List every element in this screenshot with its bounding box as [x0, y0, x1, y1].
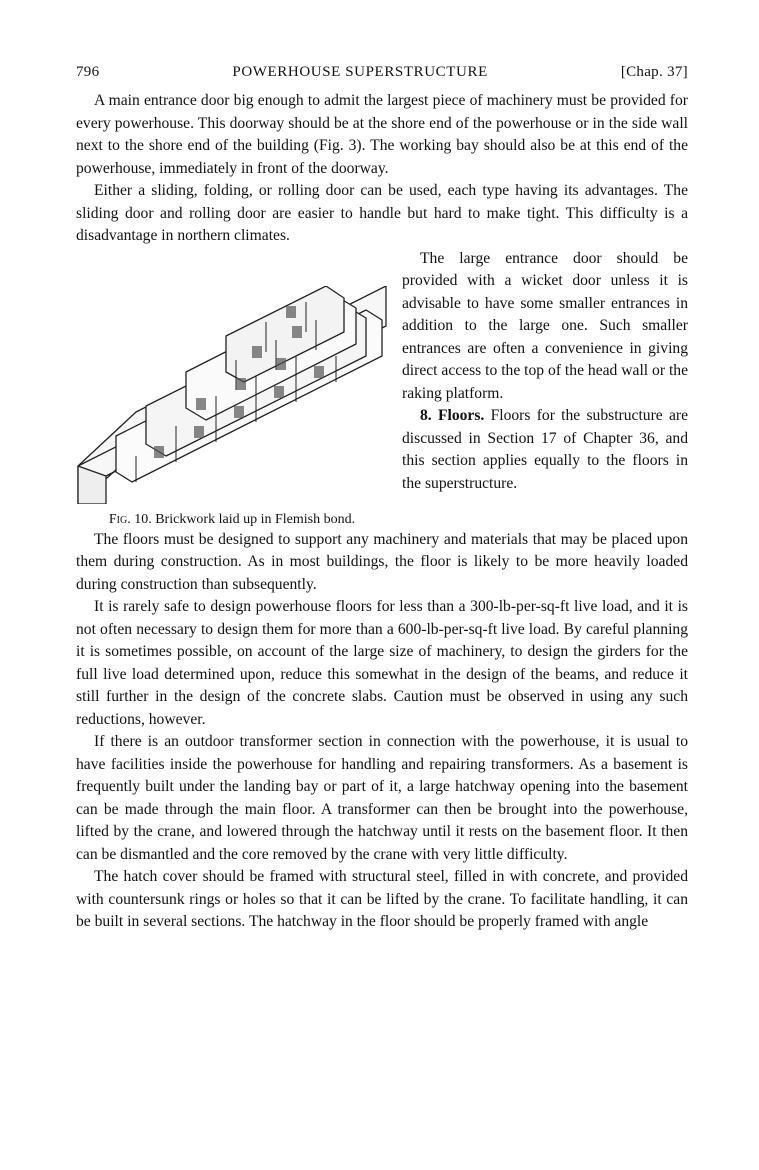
running-header [76, 64, 688, 90]
paragraph-live-load: It is rarely safe to design powerhouse floors for less than a 300-lb-per-sq-ft live load, and it is not often necessary to design them for more than a 600-lb-per-sq-ft live load. By careful planning it is sometimes possible, on account of the large size of machinery, to design the girders for the full live load determined upon, reduce this somewhat in the design of the beams, and reduce it still further in the design of the concrete slabs. Caution must be observed in using any such reductions, however. [76, 598, 688, 728]
paragraph-floors-text: Floors for the substructure are discussed in Section 17 of Chapter 36, and this section applies equally to the floors in the superstructure. [402, 407, 688, 492]
figure-label: Fig. 10. [108, 511, 152, 527]
figure-10 [76, 270, 388, 529]
figure-float-container [76, 248, 688, 529]
figure-caption-text: Brickwork laid up in Flemish bond. [155, 511, 356, 527]
paragraph-hatch-cover: The hatch cover should be framed with structural steel, filled in with concrete, and provided with countersunk rings or holes so that it can be lifted by the crane. To facilitate handling, it can be built in several sections. The hatchway in the floor should be properly framed with angle [76, 868, 688, 930]
figure-caption [76, 510, 388, 529]
brickwork-illustration [76, 286, 388, 504]
paragraph-transformer: If there is an outdoor transformer section in connection with the powerhouse, it is usual to have facilities inside the powerhouse for handling and repairing transformers. As a basement is frequently built under the landing bay or part of it, a large hatchway opening into the basement can be made through the main floor. A transformer can then be brought into the powerhouse, lifted by the crane, and lowered through the hatchway until it rests on the basement floor. It then can be dismantled and the core removed by the crane with very little difficulty. [76, 733, 688, 863]
running-title: POWERHOUSE SUPERSTRUCTURE [232, 64, 488, 80]
section-heading-floors: 8. Floors. [420, 407, 485, 424]
page [76, 64, 688, 934]
paragraph-floor-design: The floors must be designed to support any machinery and materials that may be placed upon them during construction. As in most buildings, the floor is likely to be more heavily loaded during construction than subsequently. [76, 530, 688, 593]
paragraph-door-types: Either a sliding, folding, or rolling door can be used, each type having its advantages. The sliding door and rolling door are easier to handle but hard to make tight. This difficulty is a disadvantage in northern climates. [76, 182, 688, 244]
chapter-label: [Chap. 37] [620, 64, 688, 80]
page-number: 796 [76, 64, 100, 80]
paragraph-main-entrance: A main entrance door big enough to admit the largest piece of machinery must be provided for every powerhouse. This doorway should be at the shore end of the powerhouse or in the side wall next to the shore end of the building (Fig. 3). The working bay should also be at this end of the powerhouse, immediately in front of the doorway. [76, 92, 688, 177]
paragraph-wicket-door: The large entrance door should be provided with a wicket door unless it is advisable to have some smaller entrances in addition to the large one. Such smaller entrances are often a convenience in giving direct access to the top of the head wall or the raking platform. [402, 249, 688, 402]
